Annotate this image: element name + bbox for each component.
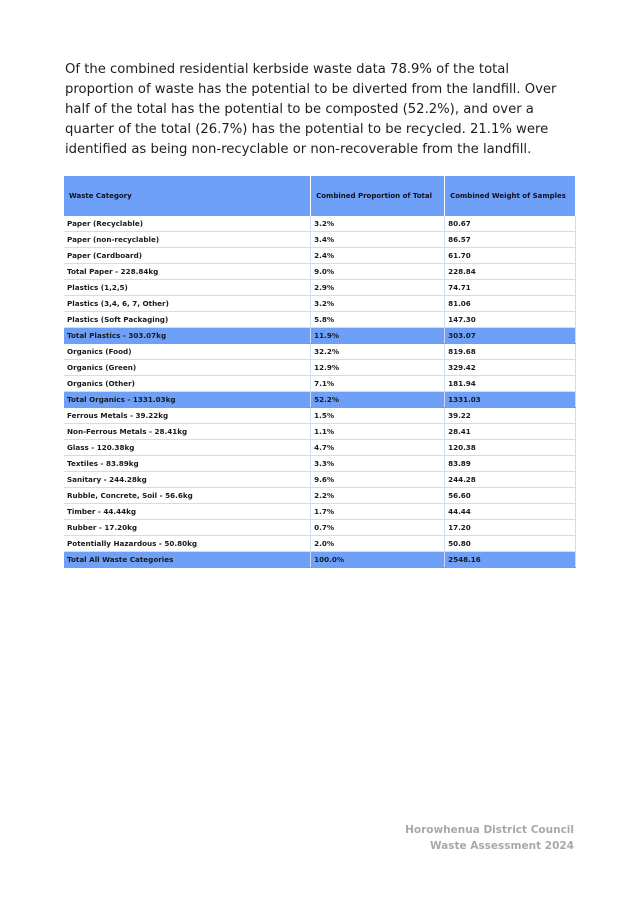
table-row xyxy=(64,264,576,280)
table-row xyxy=(64,504,576,520)
cell-category: Potentially Hazardous - 50.80kg xyxy=(64,536,311,552)
cell-weight: 50.80 xyxy=(445,536,576,552)
table-row xyxy=(64,440,576,456)
cell-weight: 56.60 xyxy=(445,488,576,504)
footer-report-title: Waste Assessment 2024 xyxy=(429,840,574,852)
cell-weight: 86.57 xyxy=(445,232,576,248)
table-row xyxy=(64,280,576,296)
cell-weight: 17.20 xyxy=(445,520,576,536)
cell-category: Paper (Cardboard) xyxy=(64,248,311,264)
cell-category: Rubber - 17.20kg xyxy=(64,520,311,536)
header-combined-proportion: Combined Proportion of Total xyxy=(311,176,445,216)
cell-category: Plastics (Soft Packaging) xyxy=(64,312,311,328)
header-waste-category: Waste Category xyxy=(64,176,311,216)
cell-category: Organics (Food) xyxy=(64,344,311,360)
cell-proportion: 0.7% xyxy=(311,520,445,536)
cell-weight: 2548.16 xyxy=(445,552,576,568)
cell-category: Total Plastics - 303.07kg xyxy=(64,328,311,344)
cell-weight: 81.06 xyxy=(445,296,576,312)
cell-proportion: 1.7% xyxy=(311,504,445,520)
cell-proportion: 11.9% xyxy=(311,328,445,344)
table-header xyxy=(64,176,576,216)
cell-category: Rubble, Concrete, Soil - 56.6kg xyxy=(64,488,311,504)
cell-category: Glass - 120.38kg xyxy=(64,440,311,456)
table-row xyxy=(64,360,576,376)
footer-council-name: Horowhenua District Council xyxy=(405,824,574,836)
cell-proportion: 9.6% xyxy=(311,472,445,488)
cell-weight: 80.67 xyxy=(445,216,576,232)
cell-weight: 1331.03 xyxy=(445,392,576,408)
cell-proportion: 1.1% xyxy=(311,424,445,440)
cell-proportion: 9.0% xyxy=(311,264,445,280)
cell-proportion: 2.9% xyxy=(311,280,445,296)
cell-weight: 120.38 xyxy=(445,440,576,456)
cell-category: Organics (Other) xyxy=(64,376,311,392)
cell-proportion: 1.5% xyxy=(311,408,445,424)
table-row xyxy=(64,408,576,424)
cell-category: Organics (Green) xyxy=(64,360,311,376)
cell-proportion: 52.2% xyxy=(311,392,445,408)
table-row xyxy=(64,248,576,264)
cell-category: Plastics (3,4, 6, 7, Other) xyxy=(64,296,311,312)
cell-proportion: 3.3% xyxy=(311,456,445,472)
cell-weight: 74.71 xyxy=(445,280,576,296)
cell-weight: 147.30 xyxy=(445,312,576,328)
cell-weight: 39.22 xyxy=(445,408,576,424)
cell-weight: 819.68 xyxy=(445,344,576,360)
table-row xyxy=(64,296,576,312)
cell-proportion: 2.0% xyxy=(311,536,445,552)
cell-proportion: 2.4% xyxy=(311,248,445,264)
cell-category: Paper (Recyclable) xyxy=(64,216,311,232)
cell-proportion: 2.2% xyxy=(311,488,445,504)
cell-weight: 303.07 xyxy=(445,328,576,344)
cell-proportion: 7.1% xyxy=(311,376,445,392)
table-row xyxy=(64,552,576,568)
waste-table xyxy=(64,176,576,568)
cell-proportion: 5.8% xyxy=(311,312,445,328)
cell-category: Textiles - 83.89kg xyxy=(64,456,311,472)
table-body xyxy=(64,216,576,568)
table-row xyxy=(64,472,576,488)
cell-proportion: 3.2% xyxy=(311,216,445,232)
cell-proportion: 100.0% xyxy=(311,552,445,568)
cell-proportion: 3.4% xyxy=(311,232,445,248)
cell-category: Non-Ferrous Metals - 28.41kg xyxy=(64,424,311,440)
table-row xyxy=(64,216,576,232)
cell-category: Sanitary - 244.28kg xyxy=(64,472,311,488)
table-row xyxy=(64,312,576,328)
cell-proportion: 4.7% xyxy=(311,440,445,456)
cell-category: Total Paper - 228.84kg xyxy=(64,264,311,280)
header-row xyxy=(64,176,576,216)
table-row xyxy=(64,376,576,392)
cell-weight: 228.84 xyxy=(445,264,576,280)
cell-weight: 329.42 xyxy=(445,360,576,376)
header-combined-weight: Combined Weight of Samples xyxy=(445,176,576,216)
cell-weight: 83.89 xyxy=(445,456,576,472)
table-row xyxy=(64,424,576,440)
table-row xyxy=(64,536,576,552)
cell-weight: 61.70 xyxy=(445,248,576,264)
table-row xyxy=(64,520,576,536)
table-row xyxy=(64,232,576,248)
table-row xyxy=(64,488,576,504)
table-row xyxy=(64,328,576,344)
page-footer xyxy=(405,822,574,854)
cell-category: Timber - 44.44kg xyxy=(64,504,311,520)
cell-proportion: 3.2% xyxy=(311,296,445,312)
cell-weight: 244.28 xyxy=(445,472,576,488)
table-row xyxy=(64,456,576,472)
table-row xyxy=(64,392,576,408)
cell-proportion: 12.9% xyxy=(311,360,445,376)
cell-category: Plastics (1,2,5) xyxy=(64,280,311,296)
cell-proportion: 32.2% xyxy=(311,344,445,360)
cell-weight: 181.94 xyxy=(445,376,576,392)
intro-paragraph: Of the combined residential kerbside waste data 78.9% of the total proportion of waste has the potential to be diverted from the landfill. Over half of the total has the potential to be composted (52.2%), and over a quarter of the total (26.7%) has the potential to be recycled. 21.1% were identified as being non-recyclable or non-recoverable from the landfill. xyxy=(65,62,557,157)
cell-category: Total Organics - 1331.03kg xyxy=(64,392,311,408)
table-row xyxy=(64,344,576,360)
cell-weight: 44.44 xyxy=(445,504,576,520)
cell-category: Ferrous Metals - 39.22kg xyxy=(64,408,311,424)
cell-weight: 28.41 xyxy=(445,424,576,440)
cell-category: Paper (non-recyclable) xyxy=(64,232,311,248)
cell-category: Total All Waste Categories xyxy=(64,552,311,568)
